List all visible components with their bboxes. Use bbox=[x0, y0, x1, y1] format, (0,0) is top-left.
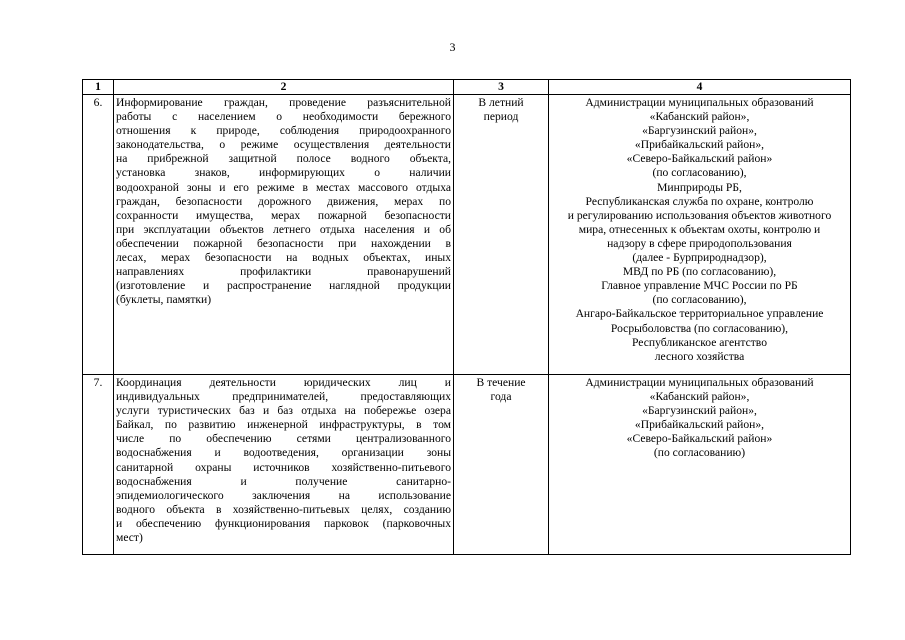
executor-line: Росрыболовства (по согласованию), bbox=[610, 321, 789, 335]
period-line: года bbox=[490, 390, 512, 404]
description-line: водного объекта в хозяйственно-питьевых целях, созданию bbox=[116, 502, 451, 516]
executor-line: и регулированию использования объектов животного bbox=[567, 208, 832, 222]
executor-line: Минприроды РБ, bbox=[657, 180, 742, 194]
measure-period bbox=[454, 375, 549, 555]
executor-line: «Баргузинский район», bbox=[642, 124, 757, 138]
period-line: период bbox=[483, 110, 519, 124]
description-line: установка знаков, информирующих о наличии bbox=[116, 166, 451, 180]
executor-line: Администрации муниципальных образований bbox=[585, 96, 814, 109]
table-row bbox=[83, 95, 851, 375]
description-line: водоснабжения и водоотведения, организации зоны bbox=[116, 446, 451, 460]
description-line: (буклеты, памятки) bbox=[116, 293, 212, 307]
description-line: (изготовление и распространение наглядной продукции bbox=[116, 279, 451, 293]
measure-executors bbox=[549, 375, 851, 555]
header-cell: 2 bbox=[114, 80, 454, 95]
executor-line: Республиканская служба по охране, контролю bbox=[585, 194, 814, 208]
executor-line: (по согласованию), bbox=[652, 166, 747, 180]
description-line: отношения к природе, соблюдения природоохранного bbox=[116, 124, 451, 138]
description-line: услуги туристических баз и баз отдыха на побережье озера bbox=[116, 404, 451, 418]
executor-line: «Северо-Байкальский район» bbox=[626, 432, 773, 446]
header-cell: 4 bbox=[549, 80, 851, 95]
description-line: на прибрежной защитной полосе водного объекта, bbox=[116, 152, 451, 166]
description-line: лесах, мерах безопасности на водных объектах, иных bbox=[116, 251, 451, 265]
description-line: водоохраной зоны и его режиме в местах массового отдыха bbox=[116, 180, 451, 194]
page-number: 3 bbox=[449, 40, 456, 54]
measure-executors bbox=[549, 95, 851, 375]
executor-line: «Кабанский район», bbox=[649, 390, 750, 404]
description-line: и обеспечению функционирования парковок (парковочных bbox=[116, 516, 451, 530]
description-line: Байкал, по развитию инженерной инфраструктуры, в том bbox=[116, 418, 451, 432]
description-line: граждан, безопасности дорожного движения, мерах по bbox=[116, 194, 451, 208]
header-cell: 3 bbox=[454, 80, 549, 95]
description-line: эпидемиологического заключения на использование bbox=[116, 488, 451, 502]
executor-line: (по согласованию) bbox=[653, 446, 746, 460]
description-line: направлениях профилактики правонарушений bbox=[116, 265, 451, 279]
executor-line: «Северо-Байкальский район» bbox=[626, 152, 773, 166]
description-line: Координация деятельности юридических лиц и bbox=[116, 376, 451, 389]
measures-table bbox=[82, 79, 851, 555]
executor-line: Администрации муниципальных образований bbox=[585, 376, 814, 389]
description-line: законодательства, о режиме осуществления деятельности bbox=[116, 138, 451, 152]
description-line: индивидуальных предпринимателей, предоставляющих bbox=[116, 390, 451, 404]
executor-line: надзору в сфере природопользования bbox=[607, 236, 792, 250]
measure-description bbox=[114, 375, 454, 555]
description-line: числе по обеспечению сетями централизованного bbox=[116, 432, 451, 446]
executor-line: «Баргузинский район», bbox=[642, 404, 757, 418]
description-line: работы с населением о необходимости бережного bbox=[116, 110, 451, 124]
description-line: санитарной охраны источников хозяйственно-питьевого bbox=[116, 460, 451, 474]
description-line: сохранности имущества, мерах пожарной безопасности bbox=[116, 208, 451, 222]
row-number: 6. bbox=[83, 95, 114, 375]
period-line: В летний bbox=[478, 96, 524, 109]
executor-line: (далее - Бурприроднадзор), bbox=[632, 251, 767, 265]
executor-line: МВД по РБ (по согласованию), bbox=[622, 265, 777, 279]
executor-line: мира, отнесенных к объектам охоты, контролю и bbox=[578, 222, 821, 236]
measure-period bbox=[454, 95, 549, 375]
executor-line: Ангаро-Байкальское территориальное управление bbox=[575, 307, 824, 321]
executor-line: «Кабанский район», bbox=[649, 110, 750, 124]
description-line: Информирование граждан, проведение разъяснительной bbox=[116, 96, 451, 109]
row-number: 7. bbox=[83, 375, 114, 555]
executor-line: «Прибайкальский район», bbox=[634, 418, 765, 432]
executor-line: Главное управление МЧС России по РБ bbox=[601, 279, 798, 293]
period-line: В течение bbox=[476, 376, 526, 389]
measure-description bbox=[114, 95, 454, 375]
description-line: водоснабжения и получение санитарно- bbox=[116, 474, 451, 488]
executor-line: «Прибайкальский район», bbox=[634, 138, 765, 152]
header-cell: 1 bbox=[83, 80, 114, 95]
description-line: мест) bbox=[116, 531, 143, 545]
table-header-row bbox=[83, 80, 851, 95]
executor-line: Республиканское агентство bbox=[631, 335, 767, 349]
executor-line: лесного хозяйства bbox=[654, 349, 745, 363]
table-row bbox=[83, 375, 851, 555]
executor-line: (по согласованию), bbox=[652, 293, 747, 307]
description-line: при эксплуатации объектов летнего отдыха населения и об bbox=[116, 222, 451, 236]
description-line: обеспечении пожарной безопасности при нахождении в bbox=[116, 236, 451, 250]
